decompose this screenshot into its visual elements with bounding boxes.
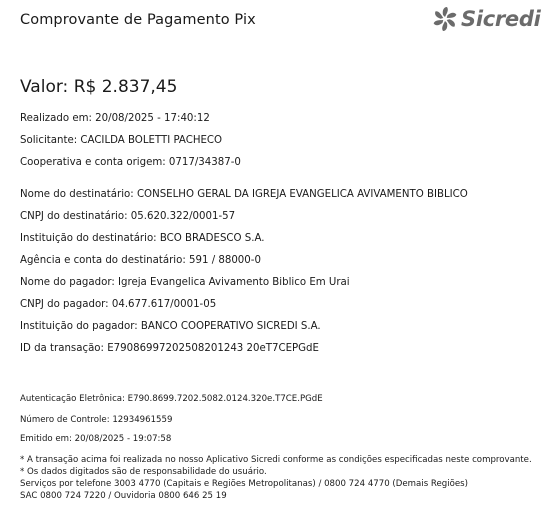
instituicao-pagador: Instituição do pagador: BANCO COOPERATIVO SICREDI S.A. <box>20 321 321 332</box>
id-transacao: ID da transação: E79086997202508201243 20eT7CEPGdE <box>20 343 319 354</box>
payment-amount <box>20 77 177 97</box>
instituicao-destinatario: Instituição do destinatário: BCO BRADESCO S.A. <box>20 233 265 244</box>
numero-controle: Número de Controle: 12934961559 <box>20 415 173 425</box>
amount-value: R$ 2.837,45 <box>73 77 178 97</box>
cnpj-pagador: CNPJ do pagador: 04.677.617/0001-05 <box>20 299 217 310</box>
solicitante: Solicitante: CACILDA BOLETTI PACHECO <box>20 135 223 146</box>
emitido-em: Emitido em: 20/08/2025 - 19:07:58 <box>20 434 172 444</box>
nome-destinatario: Nome do destinatário: CONSELHO GERAL DA IGREJA EVANGELICA AVIVAMENTO BIBLICO <box>20 189 468 200</box>
note-responsabilidade: * Os dados digitados são de responsabilidade do usuário. <box>20 467 267 477</box>
servicos-telefone: Serviços por telefone 3003 4770 (Capitais e Regiões Metropolitanas) / 0800 724 4770 (Demais Regiões) <box>20 479 469 489</box>
realizado-em: Realizado em: 20/08/2025 - 17:40:12 <box>20 113 210 124</box>
note-aplicativo: * A transação acima foi realizada no nosso Aplicativo Sicredi conforme as condições especificadas neste comprovante. <box>20 455 532 465</box>
page-title: Comprovante de Pagamento Pix <box>20 12 256 28</box>
agencia-conta-destinatario: Agência e conta do destinatário: 591 / 88000-0 <box>20 255 261 266</box>
nome-pagador: Nome do pagador: Igreja Evangelica Avivamento Biblico Em Urai <box>20 277 350 288</box>
cnpj-destinatario: CNPJ do destinatário: 05.620.322/0001-57 <box>20 211 236 222</box>
logo-wordmark: Sicredi <box>461 7 541 31</box>
sicredi-pinwheel-icon <box>432 6 458 32</box>
amount-label: Valor: <box>20 77 69 97</box>
cooperativa-conta-origem: Cooperativa e conta origem: 0717/34387-0 <box>20 157 241 168</box>
autenticacao-eletronica: Autenticação Eletrônica: E790.8699.7202.5082.0124.320e.T7CE.PGdE <box>20 394 323 404</box>
sicredi-logo <box>432 6 541 32</box>
sac-ouvidoria: SAC 0800 724 7220 / Ouvidoria 0800 646 25 19 <box>20 491 227 501</box>
